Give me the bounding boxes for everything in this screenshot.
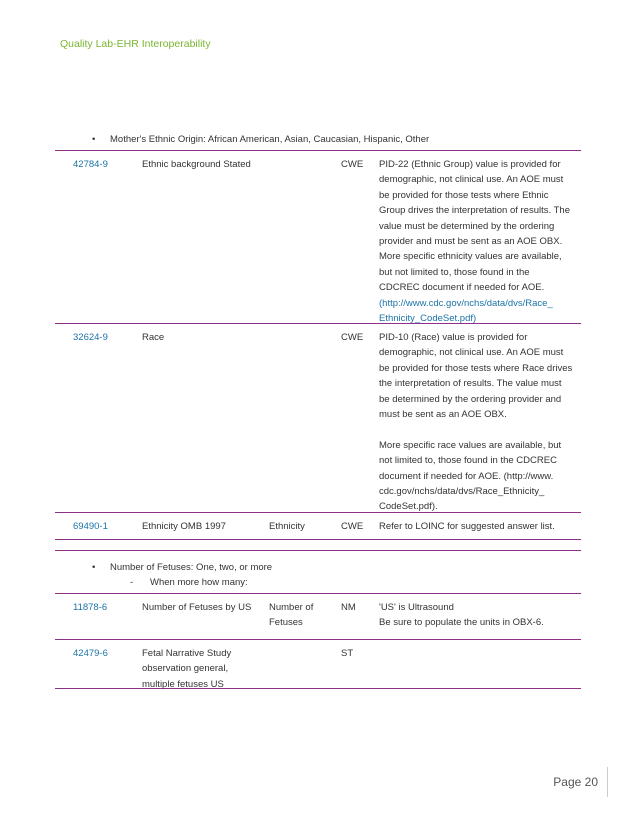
bullet-text: Number of Fetuses: One, two, or more [110,562,273,573]
answer-label [269,600,331,631]
note-line: not limited to, those found in the CDCREC [379,455,557,467]
label-line: Number of [269,602,314,613]
note-line: the interpretation of results. The value must [379,378,562,390]
note-line: CDCREC document if needed for AOE. [379,282,545,294]
data-type: CWE [341,521,364,532]
name-line: observation general, [142,663,229,675]
footer-divider [607,767,608,797]
table-spacer-row [55,540,581,551]
notes [379,330,579,515]
data-type: ST [341,648,354,659]
bullet-number-of-fetuses [92,562,272,573]
loinc-name: Number of Fetuses by US [142,602,252,613]
note-line: document if needed for AOE. (http://www. [379,470,554,482]
loinc-table-2 [55,593,581,689]
bullet-text: Mother's Ethnic Origin: African American, Asian, Caucasian, Hispanic, Other [110,134,430,145]
table-row [55,593,581,640]
loinc-name: Ethnicity OMB 1997 [142,521,226,532]
page-number: Page 20 [553,775,598,789]
page-number-footer [553,775,598,789]
note-line: value must be determined by the ordering [379,220,555,232]
name-line: Fetal Narrative Study [142,648,232,659]
note-line: be determined by the ordering provider and [379,393,562,405]
cdc-link[interactable]: (http://www.cdc.gov/nchs/data/dvs/Race_ [379,297,553,309]
table-row [55,324,581,513]
notes [379,600,579,631]
note-line: More specific race values are available, but [379,439,562,451]
table-row [55,640,581,689]
data-type: CWE [341,159,364,170]
note-line: be provided for those tests where Race drives [379,362,573,374]
loinc-code: 42479-6 [73,648,108,659]
table-row [55,150,581,324]
note-line: PID-22 (Ethnic Group) value is provided for [379,159,561,170]
loinc-name [142,646,267,692]
loinc-code: 11878-6 [73,602,108,613]
loinc-code: 69490-1 [73,521,108,532]
document-header-title: Quality Lab-EHR Interoperability [60,38,211,50]
name-line: multiple fetuses US [142,678,224,690]
note-line: demographic, not clinical use. An AOE must [379,174,564,186]
data-type: CWE [341,332,364,343]
label-line: Fetuses [269,617,303,629]
note-spacer [379,422,579,437]
bullet-text: When more how many: [150,577,248,588]
note-line: demographic, not clinical use. An AOE must [379,347,564,359]
loinc-name: Ethnic background Stated [142,159,251,170]
note-line: be provided for those tests where Ethnic [379,189,549,201]
note-line: cdc.gov/nchs/data/dvs/Race_Ethnicity_ [379,486,545,498]
notes: Refer to LOINC for suggested answer list. [379,521,555,532]
table-row [55,513,581,540]
loinc-table-1 [55,150,581,551]
note-line: but not limited to, those found in the [379,266,530,278]
note-line: More specific ethnicity values are available, [379,251,562,263]
note-line: PID-10 (Race) value is provided for [379,332,528,343]
loinc-code: 32624-9 [73,332,108,343]
bullet-dot: • [92,134,96,145]
bullet-mothers-ethnic-origin [92,134,429,145]
notes [379,157,579,326]
note-line: CodeSet.pdf). [379,501,438,513]
loinc-code: 42784-9 [73,159,108,170]
note-line: 'US' is Ultrasound [379,602,454,613]
dash-marker: - [130,577,134,588]
bullet-dot: • [92,562,96,573]
note-line: provider and must be sent as an AOE OBX. [379,236,563,248]
note-line: Be sure to populate the units in OBX-6. [379,617,544,629]
data-type: NM [341,602,356,613]
loinc-name: Race [142,332,165,343]
cdc-link[interactable]: Ethnicity_CodeSet.pdf) [379,313,477,325]
sub-bullet-how-many [130,577,248,588]
note-line: must be sent as an AOE OBX. [379,409,507,421]
answer-label: Ethnicity [269,521,305,532]
note-line: Group drives the interpretation of results. The [379,205,570,217]
